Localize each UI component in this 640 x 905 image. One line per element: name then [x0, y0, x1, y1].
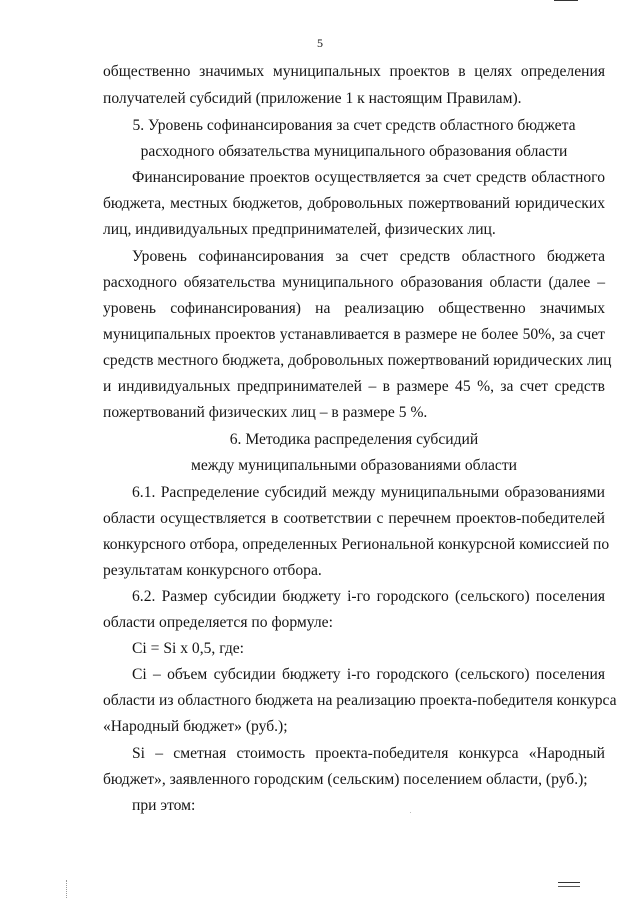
section-heading: 5. Уровень софинансирования за счет средств областного бюджета: [132, 117, 576, 134]
text-line: получателей субсидий (приложение 1 к настоящим Правилам).: [103, 90, 522, 107]
text-line: 6.1. Распределение субсидий между муниципальными образованиями: [132, 484, 605, 501]
scan-mark-bottom-left: [66, 880, 68, 898]
text-line: общественно значимых муниципальных проектов в целях определения: [103, 63, 605, 80]
section-heading: расходного обязательства муниципального образования области: [140, 143, 568, 160]
text-line: результатам конкурсного отбора.: [103, 562, 322, 579]
text-line: «Народный бюджет» (руб.);: [103, 718, 288, 735]
section-heading: 6. Методика распределения субсидий: [229, 431, 479, 448]
page-number: 5: [317, 36, 323, 50]
text-line: области определяется по формуле:: [103, 614, 333, 631]
text-line: конкурсного отбора, определенных Региональной конкурсной комиссией по: [103, 536, 610, 553]
text-line: уровень софинансирования) на реализацию общественно значимых: [103, 300, 605, 317]
scan-speck: [410, 812, 411, 813]
text-line: бюджета, местных бюджетов, добровольных пожертвований юридических: [103, 195, 605, 212]
text-line: области из областного бюджета на реализацию проекта-победителя конкурса: [103, 692, 617, 709]
text-line: и индивидуальных предпринимателей – в размере 45 %, за счет средств: [103, 378, 605, 395]
text-line: Ci – объем субсидии бюджету i-го городского (сельского) поселения: [132, 666, 605, 683]
text-line: муниципальных проектов устанавливается в размере не более 50%, за счет: [103, 326, 605, 343]
text-line: 6.2. Размер субсидии бюджету i-го городского (сельского) поселения: [132, 588, 605, 605]
scan-mark-bottom-right: [558, 882, 580, 887]
text-line: лиц, индивидуальных предпринимателей, физических лиц.: [103, 221, 496, 238]
text-line: области осуществляется в соответствии с перечнем проектов-победителей: [103, 510, 605, 527]
text-line: средств местного бюджета, добровольных пожертвований юридических лиц: [103, 352, 612, 369]
text-line: Финансирование проектов осуществляется за счет средств областного: [132, 169, 605, 186]
text-line: пожертвований физических лиц – в размере 5 %.: [103, 404, 428, 421]
scan-mark-top-right: [554, 0, 578, 3]
text-line: Si – сметная стоимость проекта-победителя конкурса «Народный: [132, 745, 605, 762]
text-line: бюджет», заявленного городским (сельским) поселением области, (руб.);: [103, 771, 588, 788]
section-heading: между муниципальными образованиями области: [191, 457, 517, 474]
text-line: расходного обязательства муниципального образования области (далее –: [103, 274, 605, 291]
text-line: при этом:: [132, 797, 196, 814]
text-line: Уровень софинансирования за счет средств областного бюджета: [132, 248, 605, 265]
formula: Ci = Si x 0,5, где:: [132, 640, 245, 657]
